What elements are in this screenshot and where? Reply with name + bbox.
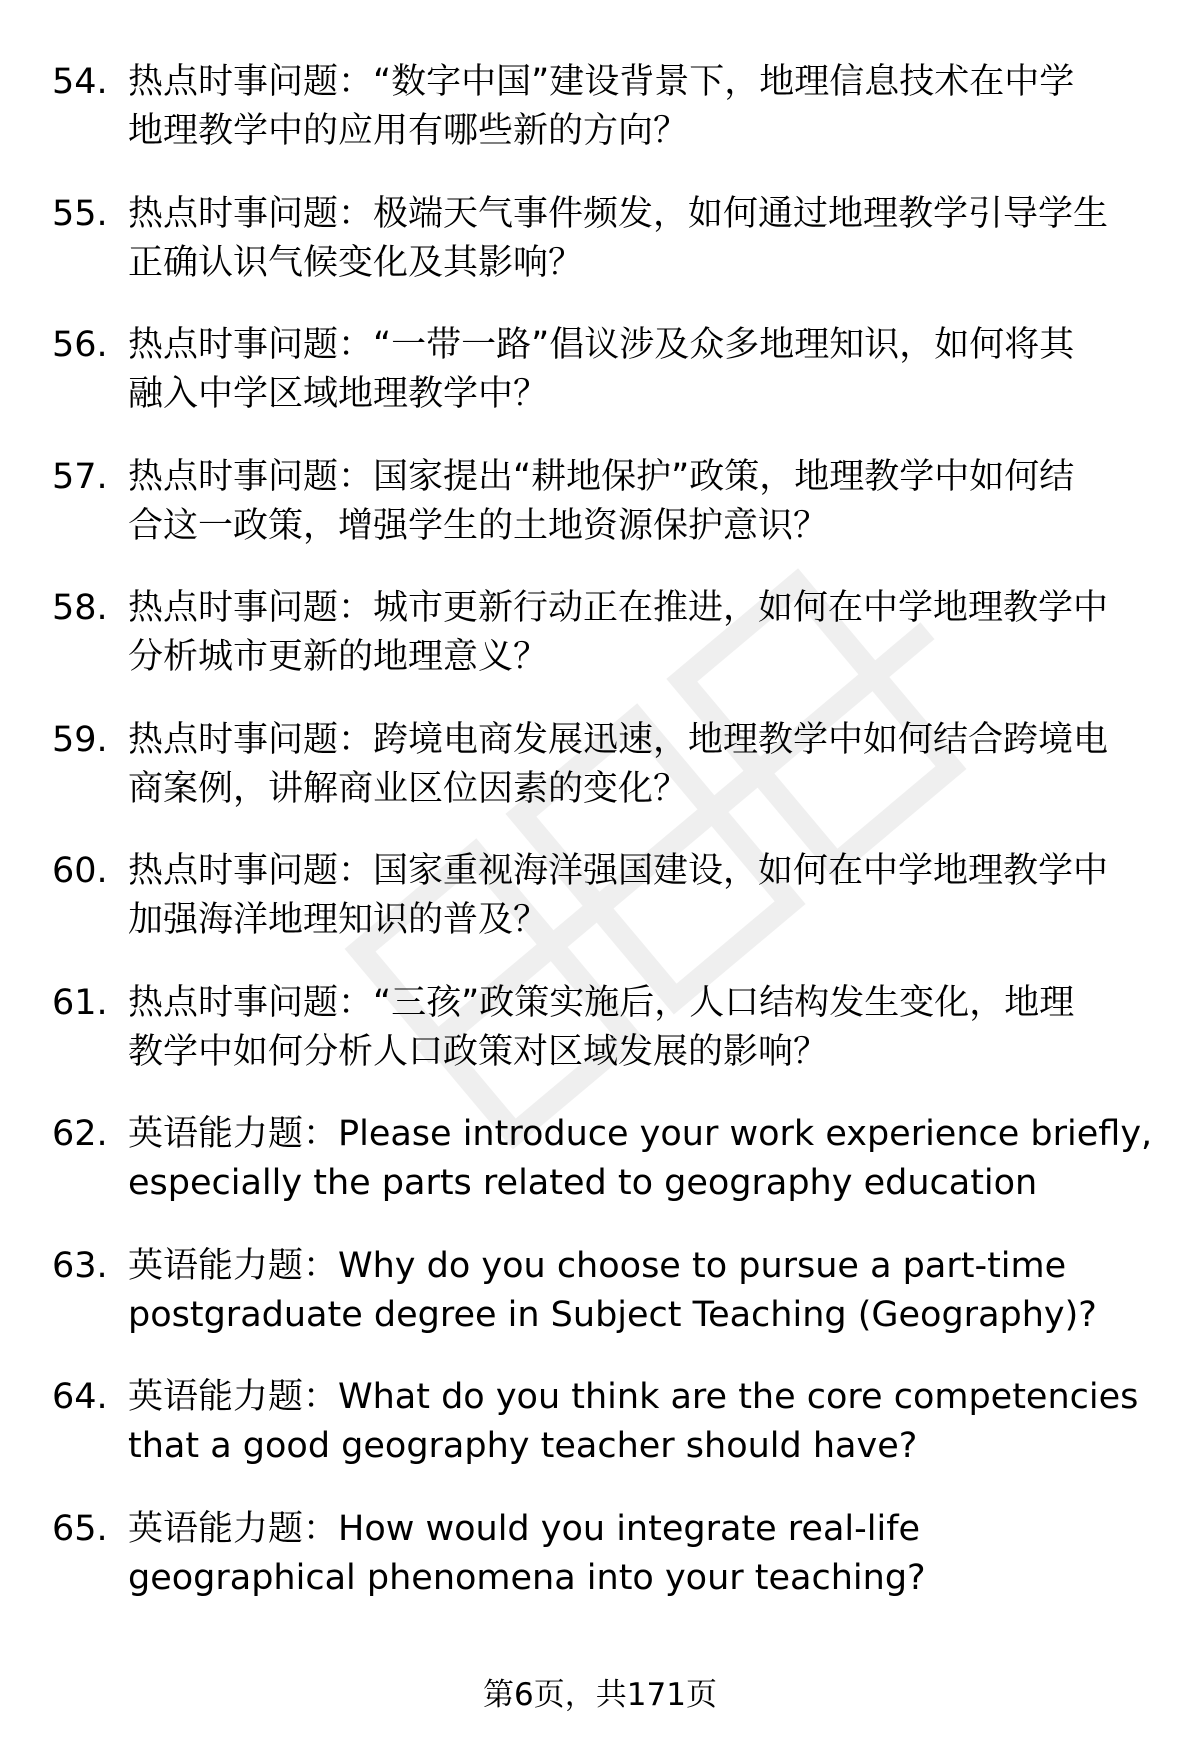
question-number: 54. — [52, 62, 108, 102]
question-item — [0, 190, 1200, 322]
question-text-line-2: 加强海洋地理知识的普及？ — [128, 900, 549, 940]
question-text-line-1: 英语能力题：Please introduce your work experience briefly, — [128, 1114, 1153, 1154]
question-text-line-1: 热点时事问题：“一带一路”倡议涉及众多地理知识，如何将其 — [128, 325, 1075, 365]
question-item — [0, 1505, 1200, 1637]
question-number: 61. — [52, 982, 108, 1023]
question-number: 56. — [52, 325, 108, 365]
question-text-line-1: 热点时事问题：跨境电商发展迅速，地理教学中如何结合跨境电 — [128, 719, 1109, 760]
question-text-line-1: 热点时事问题：国家提出“耕地保护”政策，地理教学中如何结 — [128, 456, 1075, 497]
question-item — [0, 1373, 1200, 1505]
question-text-line-1: 热点时事问题：“数字中国”建设背景下，地理信息技术在中学 — [128, 62, 1075, 102]
question-item — [0, 58, 1200, 190]
question-number: 62. — [52, 1114, 108, 1154]
question-item — [0, 979, 1200, 1111]
question-text-line-2: 融入中学区域地理教学中？ — [128, 374, 549, 414]
question-number: 57. — [52, 456, 108, 497]
question-number: 60. — [52, 851, 108, 891]
question-text-line-1: 英语能力题：What do you think are the core competencies — [128, 1377, 1139, 1417]
question-text-line-1: 热点时事问题：城市更新行动正在推进，如何在中学地理教学中 — [128, 588, 1109, 628]
question-text-line-1: 热点时事问题：国家重视海洋强国建设，如何在中学地理教学中 — [128, 851, 1109, 891]
question-text-line-2: 正确认识气候变化及其影响？ — [128, 242, 584, 283]
question-item — [0, 716, 1200, 848]
question-item — [0, 584, 1200, 716]
question-item — [0, 1110, 1200, 1242]
question-item — [0, 321, 1200, 453]
question-number: 55. — [52, 193, 108, 234]
question-number: 63. — [52, 1245, 108, 1286]
question-text-line-2: 商案例，讲解商业区位因素的变化？ — [128, 768, 689, 809]
question-text-line-2: geographical phenomena into your teaching? — [128, 1557, 926, 1598]
question-item — [0, 1242, 1200, 1374]
question-number: 58. — [52, 588, 108, 628]
question-text-line-2: especially the parts related to geography education — [128, 1163, 1038, 1203]
question-text-line-1: 热点时事问题：极端天气事件频发，如何通过地理教学引导学生 — [128, 193, 1109, 234]
question-text-line-2: that a good geography teacher should have? — [128, 1426, 918, 1466]
question-number: 64. — [52, 1377, 108, 1417]
question-text-line-2: postgraduate degree in Subject Teaching (Geography)? — [128, 1294, 1097, 1335]
question-number: 59. — [52, 719, 108, 760]
question-item — [0, 453, 1200, 585]
question-text-line-1: 热点时事问题：“三孩”政策实施后，人口结构发生变化，地理 — [128, 982, 1075, 1023]
page-number-footer: 第6页，共171页 — [483, 1677, 717, 1713]
question-text-line-2: 教学中如何分析人口政策对区域发展的影响？ — [128, 1031, 829, 1072]
question-item — [0, 847, 1200, 979]
question-text-line-2: 分析城市更新的地理意义？ — [128, 637, 549, 677]
question-text-line-1: 英语能力题：Why do you choose to pursue a part-time — [128, 1245, 1067, 1286]
question-text-line-1: 英语能力题：How would you integrate real-life — [128, 1508, 921, 1549]
question-text-line-2: 地理教学中的应用有哪些新的方向？ — [128, 111, 689, 151]
question-number: 65. — [52, 1508, 108, 1549]
question-list — [0, 58, 1200, 1636]
question-text-line-2: 合这一政策，增强学生的土地资源保护意识？ — [128, 505, 829, 546]
